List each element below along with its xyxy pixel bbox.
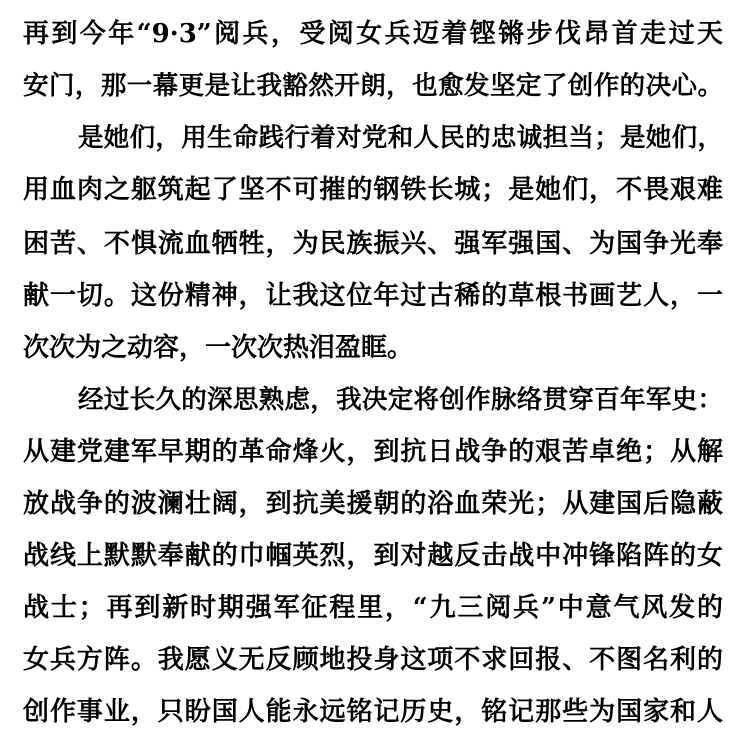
text-line-7: 次次为之动容，一次次热泪盈眶。 [23,333,414,363]
text-line-10: 放战争的波澜壮阔，到抗美援朝的浴血荣光；从建国后隐蔽 [23,489,723,519]
text-line-6: 献一切。这份精神，让我这位年过古稀的草根书画艺人，一 [23,281,723,311]
text-line-14: 创作事业，只盼国人能永远铭记历史，铭记那些为国家和人 [23,697,723,727]
text-line-5: 困苦、不惧流血牺牲，为民族振兴、强军强国、为国争光奉 [23,229,723,259]
text-line-4: 用血肉之躯筑起了坚不可摧的钢铁长城；是她们，不畏艰难 [23,175,723,205]
text-line-13: 女兵方阵。我愿义无反顾地投身这项不求回报、不图名利的 [23,645,723,675]
text-line-11: 战线上默默奉献的巾帼英烈，到对越反击战中冲锋陷阵的女 [23,541,723,571]
text-line-1: 再到今年“9·3”阅兵，受阅女兵迈着铿锵步伐昂首走过天 [23,19,723,49]
text-line-8: 经过长久的深思熟虑，我决定将创作脉络贯穿百年军史： [78,385,723,415]
text-line-2: 安门，那一幕更是让我豁然开朗，也愈发坚定了创作的决心。 [23,71,723,101]
text-line-3: 是她们，用生命践行着对党和人民的忠诚担当；是她们， [78,123,723,153]
text-line-12: 战士；再到新时期强军征程里，“九三阅兵”中意气风发的 [23,593,723,623]
text-line-9: 从建党建军早期的革命烽火，到抗日战争的艰苦卓绝；从解 [23,437,723,467]
